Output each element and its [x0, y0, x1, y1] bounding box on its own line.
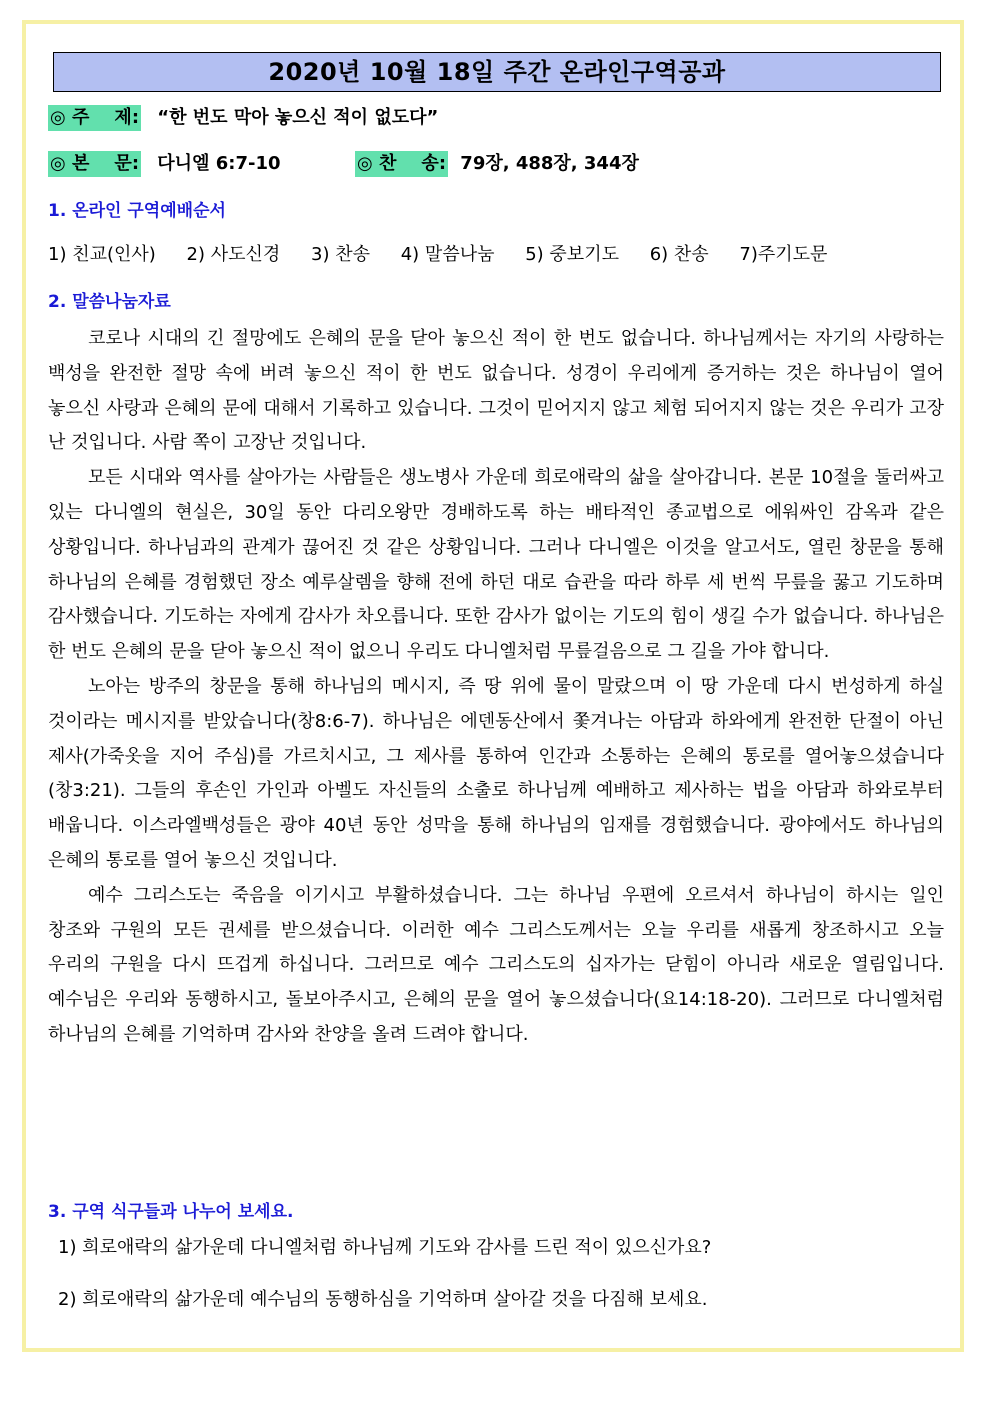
order-item: 2) 사도신경 — [186, 244, 281, 265]
section1-heading: 1. 온라인 구역예배순서 — [48, 201, 226, 221]
question-item: 2) 희로애락의 삶가운데 예수님의 동행하심을 기억하며 살아갈 것을 다짐해 보세요. — [58, 1289, 708, 1310]
question-item: 1) 희로애락의 삶가운데 다니엘처럼 하나님께 기도와 감사를 드린 적이 있으신가요? — [58, 1237, 712, 1258]
hymn-value: 79장, 488장, 344장 — [460, 153, 639, 174]
sermon-body — [48, 322, 944, 1053]
scripture-value: 다니엘 6:7-10 — [157, 153, 281, 174]
order-item: 6) 찬송 — [649, 244, 709, 265]
order-item: 7)주기도문 — [739, 244, 828, 265]
section2-heading: 2. 말씀나눔자료 — [48, 292, 171, 312]
body-paragraph: 노아는 방주의 창문을 통해 하나님의 메시지, 즉 땅 위에 물이 말랐으며 이 땅 가운데 다시 번성하게 하실 것이라는 메시지를 받았습니다(창8:6-7). 하나님은 에덴동산에서 쫓겨나는 아담과 하와에게 완전한 단절이 아닌 제사(가죽옷을 지어 주심)를 가르치시고, 그 제사를 통하여 인간과 소통하는 은혜의 통로를 열어놓으셨습니다(창3:21). 그들의 후손인 가인과 아벨도 자신들의 소출로 하나님께 예배하고 제사하는 법을 아담과 하와로부터 배웁니다. 이스라엘백성들은 광야 40년 동안 성막을 통해 하나님의 임재를 경험했습니다. 광야에서도 하나님의 은혜의 통로를 열어 놓으신 것입니다. — [48, 675, 944, 871]
page-title: 2020년 10월 18일 주간 온라인구역공과 — [53, 52, 941, 92]
hymn-label: ◎ 찬 송: — [355, 151, 448, 177]
body-paragraph: 코로나 시대의 긴 절망에도 은혜의 문을 닫아 놓으신 적이 한 번도 없습니다. 하나님께서는 자기의 사랑하는 백성을 완전한 절망 속에 버려 놓으신 적이 한 번도 없습니다. 성경이 우리에게 증거하는 것은 하나님이 열어 놓으신 사랑과 은혜의 문에 대해서 기록하고 있습니다. 그것이 믿어지지 않고 체험 되어지지 않는 것은 우리가 고장 난 것입니다. 사람 쪽이 고장난 것입니다. — [48, 328, 944, 454]
theme-value: “한 번도 막아 놓으신 적이 없도다” — [157, 107, 439, 128]
worship-order — [48, 242, 827, 268]
body-paragraph: 모든 시대와 역사를 살아가는 사람들은 생노병사 가운데 희로애락의 삶을 살아갑니다. 본문 10절을 둘러싸고 있는 다니엘의 현실은, 30일 동안 다리오왕만 경배하도록 하는 배타적인 종교법으로 에워싸인 감옥과 같은 상황입니다. 하나님과의 관계가 끊어진 것 같은 상황입니다. 그러나 다니엘은 이것을 알고서도, 열린 창문을 통해 하나님의 은혜를 경험했던 장소 예루살렘을 향해 전에 하던 대로 습관을 따라 하루 세 번씩 무릎을 꿇고 기도하며 감사했습니다. 기도하는 자에게 감사가 차오릅니다. 또한 감사가 없이는 기도의 힘이 생길 수가 없습니다. 하나님은 한 번도 은혜의 문을 닫아 놓으신 적이 없으니 우리도 다니엘처럼 무릎걸음으로 그 길을 가야 합니다. — [48, 467, 944, 663]
order-item: 3) 찬송 — [311, 244, 370, 265]
theme-label: ◎ 주 제: — [48, 105, 141, 131]
hymn-row — [355, 151, 639, 177]
scripture-label: ◎ 본 문: — [48, 151, 141, 177]
order-item: 4) 말씀나눔 — [400, 244, 495, 265]
order-item: 5) 중보기도 — [525, 244, 619, 265]
section3-heading: 3. 구역 식구들과 나누어 보세요. — [48, 1202, 294, 1222]
order-item: 1) 친교(인사) — [48, 244, 156, 265]
body-paragraph: 예수 그리스도는 죽음을 이기시고 부활하셨습니다. 그는 하나님 우편에 오르셔서 하나님이 하시는 일인 창조와 구원의 모든 권세를 받으셨습니다. 이러한 예수 그리스도께서는 오늘 우리를 새롭게 창조하시고 오늘 우리의 구원을 다시 뜨겁게 하십니다. 그러므로 예수 그리스도의 십자가는 닫힘이 아니라 새로운 열림입니다. 예수님은 우리와 동행하시고, 돌보아주시고, 은혜의 문을 열어 놓으셨습니다(요14:18-20). 그러므로 다니엘처럼 하나님의 은혜를 기억하며 감사와 찬양을 올려 드려야 합니다. — [48, 884, 944, 1045]
theme-row — [48, 105, 438, 131]
scripture-row — [48, 151, 281, 177]
